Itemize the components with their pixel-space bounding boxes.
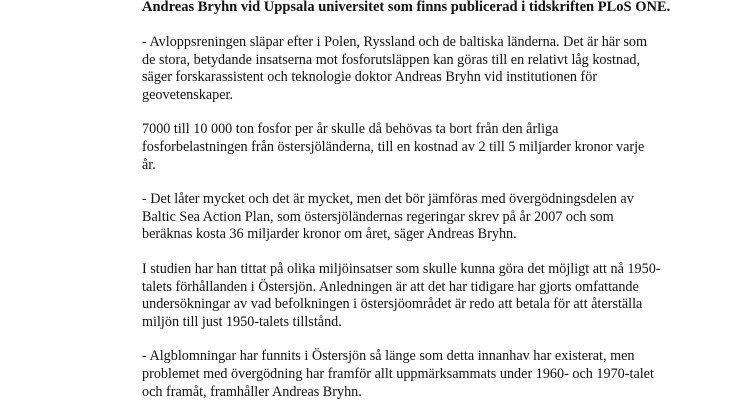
paragraph-sewage (142, 34, 702, 104)
text-line: de stora, betydande insatserna mot fosforutsläppen kan göras till en relativt låg kostnad, (142, 51, 641, 68)
text-line: talets förhållanden i Östersjön. Anledningen är att det har tidigare har gjorts omfattande (142, 278, 639, 295)
text-line: Baltic Sea Action Plan, som östersjöländernas regeringar skrev på år 2007 och som (142, 208, 614, 225)
document-page (142, 0, 702, 418)
text-line: I studien har han tittat på olika miljöinsatser som skulle kunna göra det möjligt att nå 1950- (142, 260, 661, 277)
text-line: år. (142, 156, 156, 173)
paragraph-algae (142, 348, 702, 401)
text-line: säger forskarassistent och teknologie doktor Andreas Bryhn vid institutionen för (142, 69, 598, 86)
text-line: - Det låter mycket och det är mycket, men det bör jämföras med övergödningsdelen av (142, 191, 634, 208)
paragraph-study (142, 261, 702, 331)
text-line: geovetenskaper. (142, 86, 233, 103)
text-line: miljön till just 1950-talets tillstånd. (142, 313, 342, 330)
text-line: undersökningar av vad befolkningen i östersjöområdet är redo att betala för att återställa (142, 296, 643, 313)
text-line: 7000 till 10 000 ton fosfor per år skulle då behövas ta bort från den årliga (142, 121, 559, 138)
text-line: beräknas kosta 36 miljarder kronor om året, säger Andreas Bryhn. (142, 226, 517, 243)
text-line: - Avloppsreningen släpar efter i Polen, Ryssland och de baltiska länderna. Det är här som (142, 34, 648, 50)
text-line: - Algblomningar har funnits i Östersjön så länge som detta innanhav har existerat, men (142, 348, 635, 365)
paragraph-action-plan (142, 191, 702, 244)
paragraph-phosphorus (142, 121, 702, 174)
lead-sentence: Andreas Bryhn vid Uppsala universitet som finns publicerad i tidskriften PLoS ONE. (142, 0, 671, 15)
text-line: fosforbelastningen från östersjöländerna, till en kostnad av 2 till 5 miljarder kronor varje (142, 138, 645, 155)
text-line: problemet med övergödning har framför allt uppmärksammats under 1960- och 1970-talet (142, 365, 654, 382)
text-line: och framåt, framhåller Andreas Bryhn. (142, 383, 362, 400)
